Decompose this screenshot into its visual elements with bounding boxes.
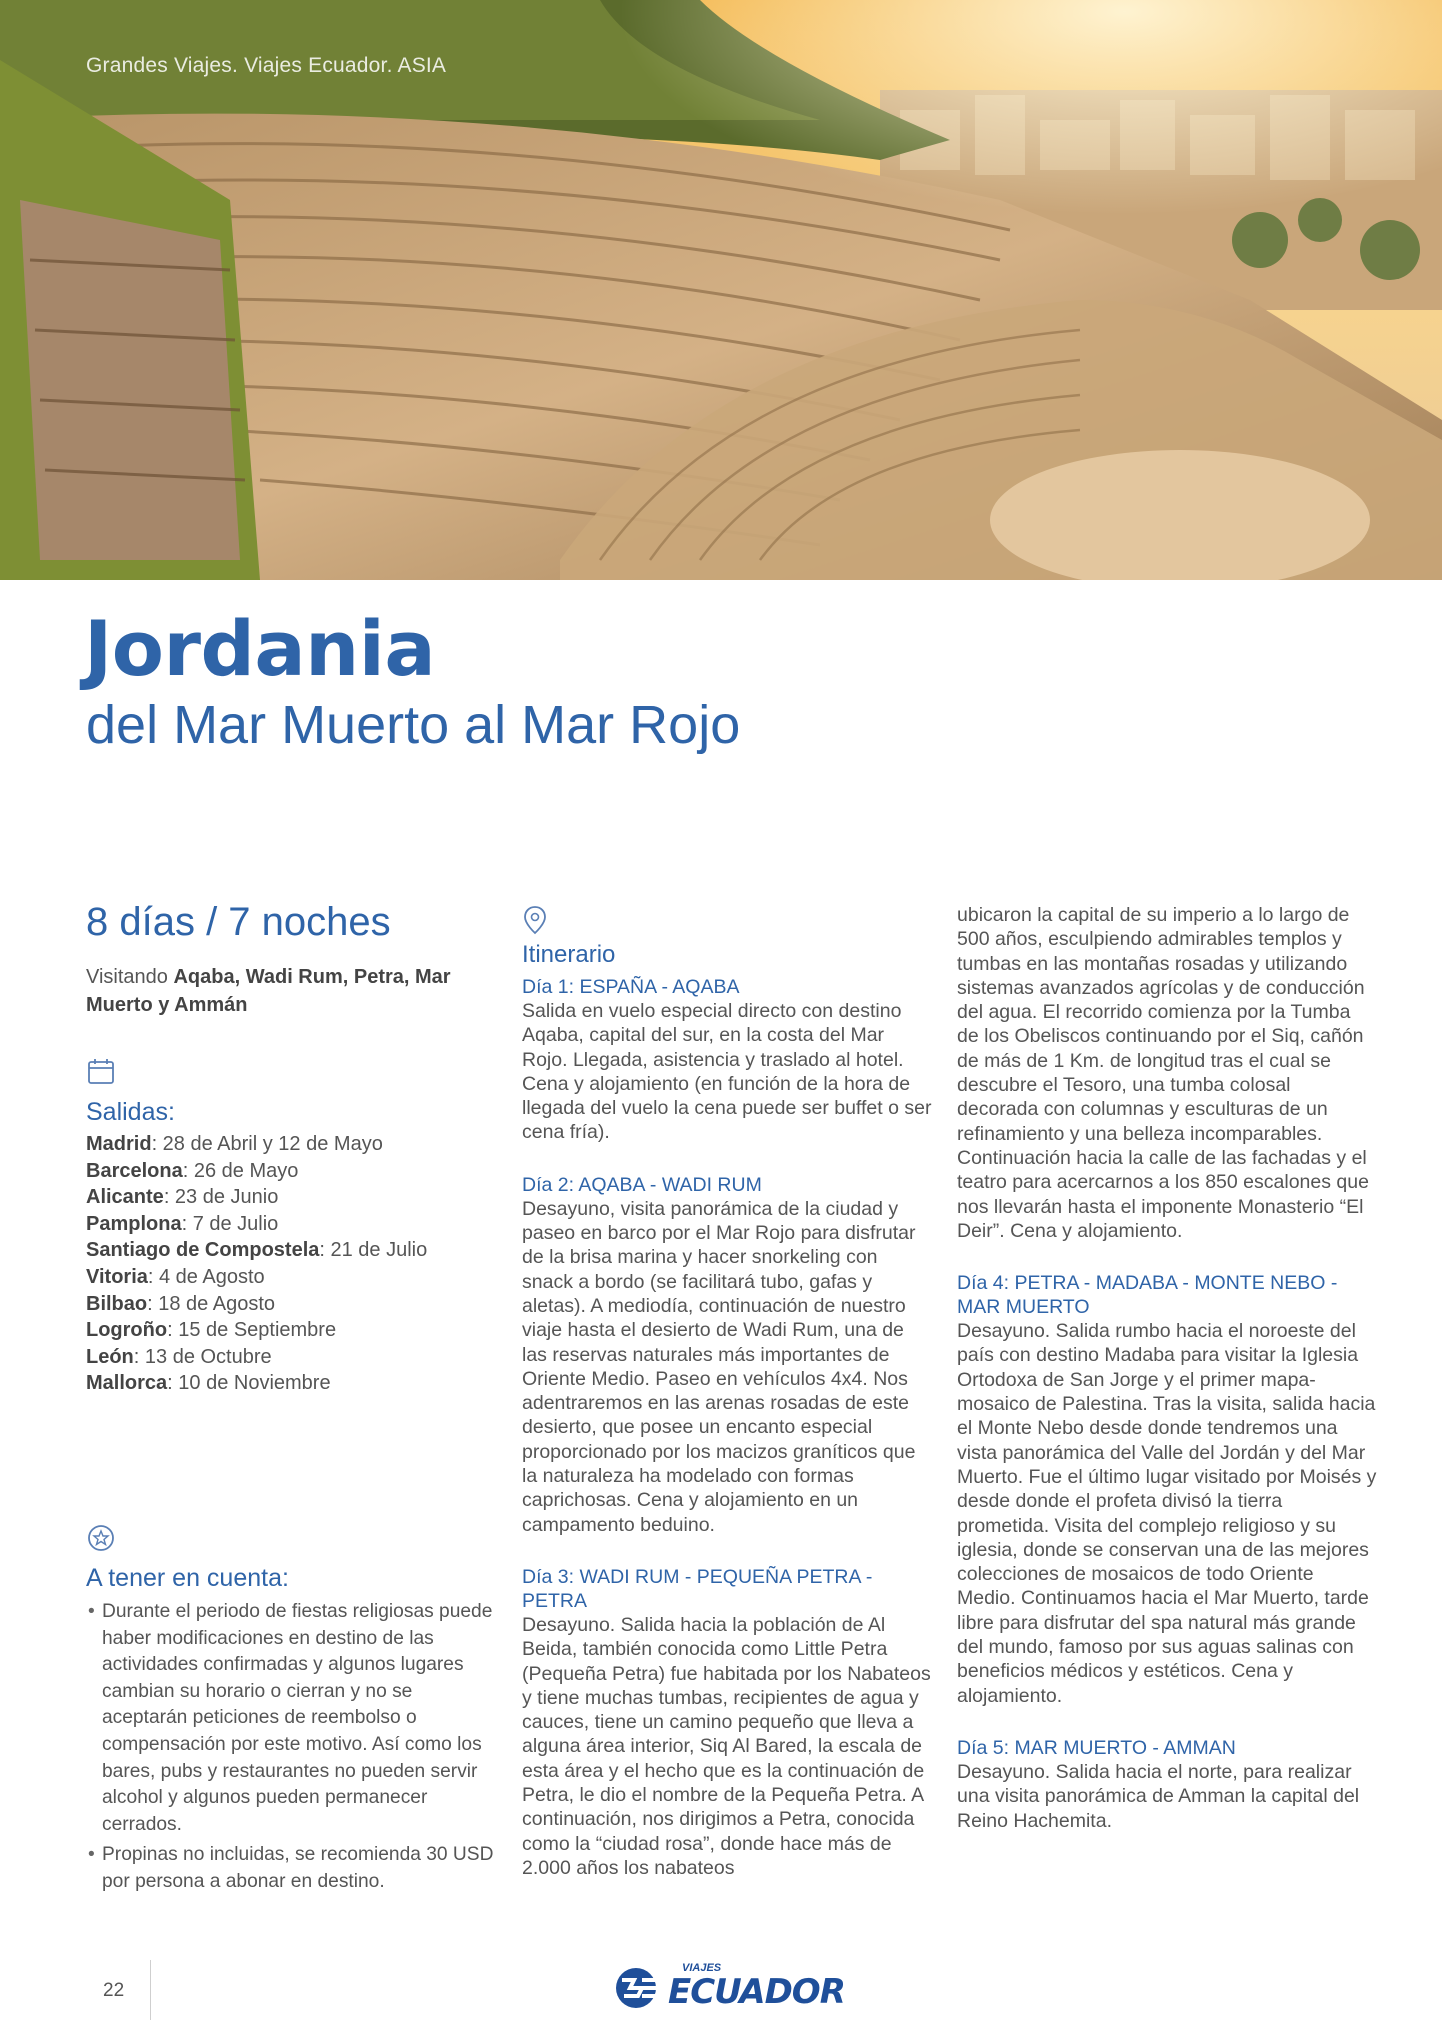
viajes-ecuador-logo <box>612 1958 845 2018</box>
day-3-title: Día 3: WADI RUM - PEQUEÑA PETRA - PETRA <box>522 1565 873 1612</box>
departure-item: Alicante: 23 de Junio <box>86 1186 279 1209</box>
trip-duration: 8 días / 7 noches <box>86 900 391 944</box>
itinerary-column-1 <box>522 905 932 1880</box>
day-2-text: Desayuno, visita panorámica de la ciudad y paseo en barco por el Mar Rojo para disfrutar de la brisa marina y hacer snorkeling con snack a bordo (se facilitará tubo, gafas y aletas). A mediodía, continuación de nuestro viaje hasta el desierto de Wadi Rum, una de las reservas naturales más importantes de Oriente Medio. Paseo en vehículos 4x4. Nos adentraremos en las arenas rosadas de este desierto, que posee un encanto especial proporcionado por los macizos graníticos que la naturaleza ha modelado con formas caprichosas. Cena y alojamiento en un campamento beduino. <box>522 1197 916 1536</box>
visiting-text <box>86 963 496 1019</box>
day-4-text: Desayuno. Salida rumbo hacia el noroeste del país con destino Madaba para visitar la Iglesia Ortodoxa de San Jorge y el primer mapa-mosaico de Palestina. Tras la visita, salida hacia el Monte Nebo desde donde tendremos una vista panorámica del Valle del Jordán y del Mar Muerto. Fue el último lugar visitado por Moisés y desde donde el profeta divisó la tierra prometida. Visita del complejo religioso y su iglesia, donde se conservan una de las mejores colecciones de mosaicos de todo Oriente Medio. Continuamos hacia el Mar Muerto, tarde libre para disfrutar del spa natural más grande del mundo, famoso por sus aguas salinas con beneficios médicos y estéticos. Cena y alojamiento. <box>957 1320 1377 1707</box>
itinerary-title: Itinerario <box>522 941 616 968</box>
page-number: 22 <box>103 1980 125 2001</box>
day-5-text: Desayuno. Salida hacia el norte, para realizar una visita panorámica de Amman la capital del Reino Hachemita. <box>957 1760 1360 1832</box>
departure-item: Mallorca: 10 de Noviembre <box>86 1372 331 1395</box>
day-2-title: Día 2: AQABA - WADI RUM <box>522 1173 762 1196</box>
logo-mark-icon <box>612 1966 664 2010</box>
departure-item: León: 13 de Octubre <box>86 1345 272 1368</box>
departure-item: Pamplona: 7 de Julio <box>86 1212 279 1235</box>
departure-item: Madrid: 28 de Abril y 12 de Mayo <box>86 1133 383 1155</box>
visiting-places: Aqaba, Wadi Rum, Petra, Mar Muerto y Ammán <box>86 966 451 1016</box>
departure-item: Logroño: 15 de Septiembre <box>86 1319 337 1342</box>
notes-title: A tener en cuenta: <box>86 1563 289 1592</box>
star-badge-icon <box>86 1523 116 1553</box>
notes-section <box>86 1523 496 1896</box>
calendar-icon <box>86 1057 116 1087</box>
hero-caption: Grandes Viajes. Viajes Ecuador. ASIA <box>86 54 447 77</box>
page-title: Jordania <box>84 604 436 693</box>
page-subtitle: del Mar Muerto al Mar Rojo <box>86 695 741 755</box>
amphitheater-illustration <box>0 0 1442 580</box>
departure-item: Vitoria: 4 de Agosto <box>86 1265 265 1288</box>
logo-text: ECUADOR <box>668 1972 845 2012</box>
departures-title: Salidas: <box>86 1098 175 1126</box>
visiting-prefix: Visitando <box>86 966 174 988</box>
logo-small-text: VIAJES <box>682 1962 722 1974</box>
note-item: • Propinas no incluidas, se recomienda 30 USD por persona a abonar en destino. <box>86 1842 496 1895</box>
day-1-text: Salida en vuelo especial directo con destino Aqaba, capital del sur, en la costa del Mar Rojo. Llegada, asistencia y traslado al hotel. Cena y alojamiento (en función de la hora de llegada del vuelo la cena puede ser buffet o ser cena fría). <box>522 1000 932 1144</box>
departure-item: Barcelona: 26 de Mayo <box>86 1159 299 1182</box>
day-3-text: Desayuno. Salida hacia la población de Al Beida, también conocida como Little Petra (Pequeña Petra) fue habitada por los Nabateos y tiene muchas tumbas, recipientes de agua y cauces, tiene un camino pequeño que lleva a alguna área interior, Siq Al Bared, la escala de esta área y el hecho que es la continuación de Petra, le dio el nombre de la Pequeña Petra. A continuación, nos dirigimos a Petra, conocida como la “ciudad rosa”, donde hace más de 2.000 años los nabateos <box>522 1613 931 1879</box>
departure-item: Bilbao: 18 de Agosto <box>86 1292 276 1315</box>
note-item: • Durante el periodo de fiestas religiosas puede haber modificaciones en destino de las actividades confirmadas y algunos lugares cambian su horario o cierran y no se aceptarán peticiones de reembolso o compensación por este motivo. Así como los bares, pubs y restaurantes no pueden servir alcohol y algunos pueden permanecer cerrados. <box>86 1599 496 1838</box>
day-3-text-continued: ubicaron la capital de su imperio a lo largo de 500 años, esculpiendo admirables templos y tumbas en las montañas rosadas y utilizando sistemas avanzados agrícolas y de conducción del agua. El recorrido comienza por la Tumba de los Obeliscos continuando por el Siq, cañón de más de 1 Km. de longitud tras el cual se descubre el Tesoro, una tumba colosal decorada con columnas y esculturas de un refinamiento y una belleza incomparables. Continuación hacia la calle de las fachadas y el teatro para acercarnos a los 850 escalones que nos llevarán hasta el imponente Monasterio “El Deir”. Cena y alojamiento. <box>957 904 1369 1242</box>
location-pin-icon <box>522 905 548 935</box>
departure-item: Santiago de Compostela: 21 de Julio <box>86 1239 428 1262</box>
day-1-title: Día 1: ESPAÑA - AQABA <box>522 976 740 998</box>
footer-divider <box>150 1960 151 2020</box>
itinerary-column-2 <box>957 903 1377 1833</box>
notes-list <box>86 1599 496 1896</box>
day-4-title: Día 4: PETRA - MADABA - MONTE NEBO - MAR MUERTO <box>957 1272 1338 1319</box>
summary-column <box>86 890 496 1899</box>
day-5-title: Día 5: MAR MUERTO - AMMAN <box>957 1736 1236 1759</box>
hero-image <box>0 0 1442 580</box>
departures-list <box>86 1131 496 1397</box>
